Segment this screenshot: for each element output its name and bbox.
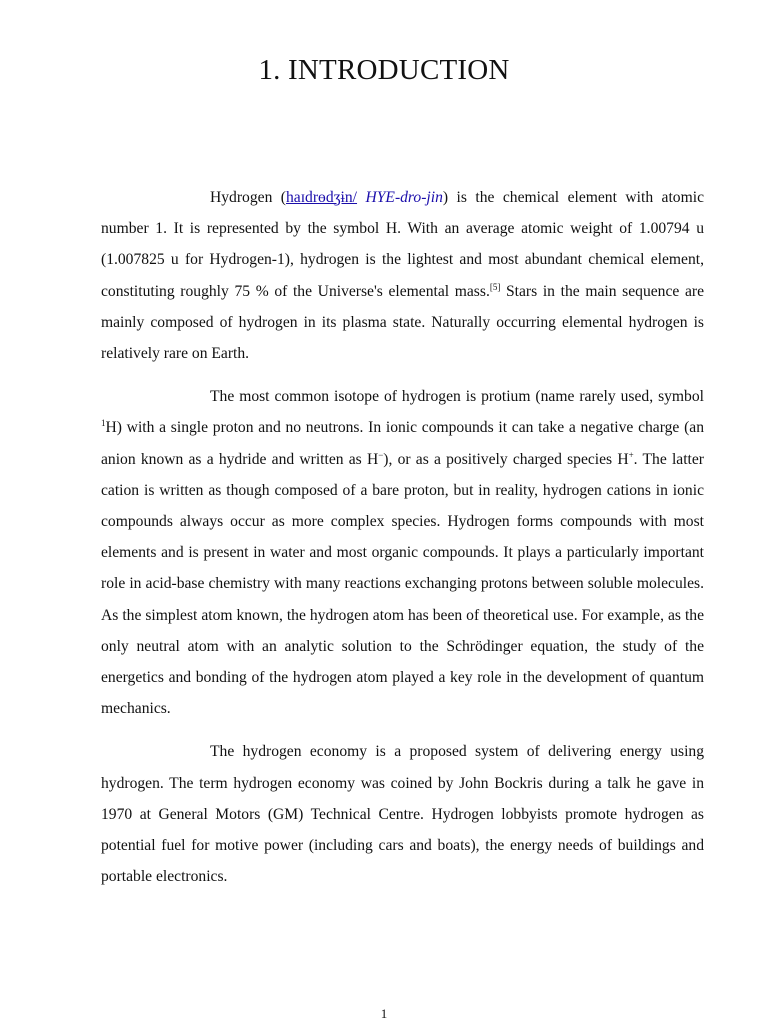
p2-c: ), or as a positively charged species H	[383, 450, 629, 468]
p3-text: The hydrogen economy is a proposed system of delivering energy using hydrogen. The term hydrogen economy was coined by John Bockris during a talk he gave in 1970 at General Motors (GM) Technical Centre. Hydrogen lobbyists promote hydrogen as potential fuel for motive power (including cars and boats), the energy needs of buildings and portable electronics.	[101, 743, 704, 886]
isotope-superscript: 1	[101, 418, 106, 429]
page-title: 1. INTRODUCTION	[258, 54, 510, 86]
respelling-text: HYE-dro-jin	[365, 189, 443, 206]
cation-superscript: +	[628, 449, 634, 460]
paragraph-3	[101, 736, 704, 892]
paragraph-2	[101, 381, 704, 724]
p1-end: Stars in the main sequence are mainly composed of hydrogen in its plasma state. Naturally occurring elemental hydrogen is relatively rare on Earth.	[101, 282, 704, 363]
body-text	[101, 182, 704, 892]
page-number: 1	[380, 1006, 388, 1021]
paragraph-1	[101, 182, 704, 369]
p1-main: ) is the chemical element with atomic number 1. It is represented by the symbol H. With an average atomic weight of 1.00794 u (1.007825 u for Hydrogen-1), hydrogen is the lightest and most abundant chemical element, constituting roughly 75 % of the Universe's elemental mass.	[101, 189, 704, 300]
p2-a: The most common isotope of hydrogen is protium (name rarely used, symbol	[210, 388, 704, 406]
p2-d: . The latter cation is written as though composed of a bare proton, but in reality, hydrogen cations in ionic compounds always occur as more complex species. Hydrogen forms compounds with most elements and is present in water and most organic compounds. It plays a particularly important role in acid-base chemistry with many reactions exchanging protons between soluble molecules. As the simplest atom known, the hydrogen atom has been of theoretical use. For example, as the only neutral atom with an analytic solution to the Schrödinger equation, the study of the energetics and bonding of the hydrogen atom played a key role in the development of quantum mechanics.	[101, 450, 704, 718]
citation-ref[interactable]: [5]	[489, 281, 501, 292]
p2-b: H) with a single proton and no neutrons. In ionic compounds it can take a negative charge (an anion known as a hydride and written as H	[101, 419, 704, 468]
ipa-link[interactable]: haɪdrɵdʒɨn/	[286, 189, 358, 206]
hydride-superscript: −	[378, 449, 384, 460]
p1-pre: Hydrogen (	[210, 189, 286, 206]
pronunciation-link[interactable]	[286, 189, 443, 206]
